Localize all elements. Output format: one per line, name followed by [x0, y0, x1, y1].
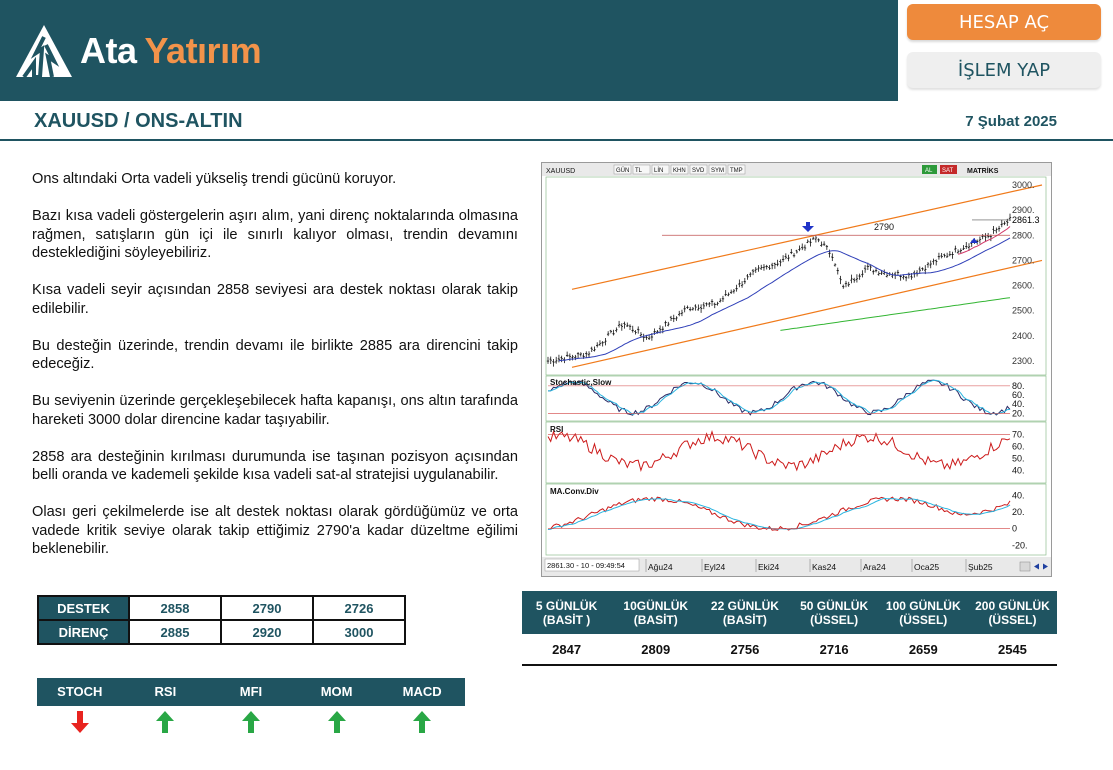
chart-canvas[interactable]	[542, 163, 1052, 577]
macd-axis-label: -20.	[1012, 540, 1028, 551]
price-axis-label: 3000.	[1012, 180, 1035, 190]
x-axis-label: Kas24	[812, 562, 837, 572]
rsi-signal	[123, 708, 209, 736]
stoch-signal	[37, 708, 123, 736]
stoch-panel	[546, 376, 1046, 421]
macd-axis-label: 0	[1012, 523, 1018, 534]
macd-axis-label: 20.	[1012, 507, 1025, 517]
rsi-title: RSI	[550, 425, 564, 434]
stoch-axis-label: 80.	[1012, 380, 1025, 391]
commentary-paragraph: Bu seviyenin üzerinde gerçekleşebilecek hafta kapanışı, ons altın tarafında hareketi 3000 dolar direncine kadar taşıyabilir.	[32, 393, 518, 428]
price-axis-label: 2500.	[1012, 305, 1035, 316]
macd-panel	[546, 484, 1046, 555]
resistance-level-2: 2920	[221, 620, 313, 644]
price-axis-label: 2400.	[1012, 330, 1035, 341]
brand-logo[interactable]	[14, 22, 261, 80]
x-axis-label: Şub25	[968, 562, 993, 572]
indicator-rsi: RSI	[154, 684, 177, 699]
toolbar-button-label: GÜN	[616, 168, 630, 174]
x-axis-label: Ara24	[863, 562, 886, 572]
page-title: XAUUSD / ONS-ALTIN	[34, 110, 243, 132]
analysis-commentary	[32, 170, 518, 577]
arrow-down-icon	[71, 711, 89, 733]
resistance-row	[38, 620, 405, 644]
brand-name-yatirim: Yatırım	[144, 30, 262, 71]
commentary-paragraph: Ons altındaki Orta vadeli yükseliş trendi gücünü koruyor.	[32, 171, 397, 187]
rsi-axis-label: 60.	[1012, 441, 1025, 452]
commentary-paragraph: Olası geri çekilmelerde ise alt destek noktası olarak gördüğümüz ve orta vadede kritik seviye olarak takip ettiğimiz 2790'a kadar düzeltme eğilimi beklenebilir.	[32, 504, 518, 557]
price-axis-label: 2600.	[1012, 280, 1035, 291]
price-axis-label: 2861.3	[1012, 214, 1040, 225]
macd-title: MA.Conv.Div	[550, 487, 599, 496]
support-level-3: 2726	[313, 596, 405, 620]
macd-signal	[379, 708, 465, 736]
toolbar-button-label: LİN	[654, 168, 664, 174]
price-chart[interactable]	[541, 162, 1052, 577]
indicator-stoch: STOCH	[57, 684, 103, 699]
al-label: AL	[925, 168, 933, 174]
rsi-axis-label: 70.	[1012, 429, 1025, 440]
report-date: 7 Şubat 2025	[965, 113, 1057, 130]
support-level-2: 2790	[221, 596, 313, 620]
ma-value-3: 2756	[730, 642, 760, 657]
x-axis-label: Eki24	[758, 562, 780, 572]
chart-status-text: 2861.30 - 10 - 09:49:54	[547, 561, 625, 570]
mountain-logo-icon	[14, 23, 74, 79]
brand-name-ata: Ata	[80, 30, 137, 71]
ma-header-row	[522, 591, 1057, 634]
indicator-macd: MACD	[402, 684, 442, 699]
price-axis-label: 2300.	[1012, 356, 1035, 366]
chart-symbol: XAUUSD	[546, 168, 576, 175]
ma-value-1: 2847	[552, 642, 582, 657]
price-axis-label: 2700.	[1012, 255, 1035, 266]
commentary-paragraph: Kısa vadeli seyir açısından 2858 seviyesi ara destek noktası olarak takip edilebilir.	[32, 282, 518, 317]
toolbar-button-label: TL	[635, 168, 643, 174]
x-axis-label: Eyl24	[704, 562, 726, 572]
commentary-paragraph: 2858 ara desteğinin kırılması durumunda ise taşınan pozisyon açısından belli oranda ve kademeli şekilde kısa vadeli sat-al stratejisi uygulanabilir.	[32, 448, 518, 483]
x-axis-label: Oca25	[914, 562, 940, 572]
stoch-axis-label: 60.	[1012, 390, 1025, 401]
ma-value-4: 2716	[819, 642, 849, 657]
ma-header-3: 22 GÜNLÜK (BASİT)	[710, 598, 779, 627]
rsi-axis-label: 50.	[1012, 453, 1025, 464]
ma-header-1: 5 GÜNLÜK (BASİT )	[535, 598, 598, 627]
resistance-level-3: 3000	[313, 620, 405, 644]
toolbar-button-label: SYM	[711, 168, 725, 174]
rsi-panel	[546, 422, 1046, 483]
ma-header-5: 100 GÜNLÜK (ÜSSEL)	[885, 598, 961, 627]
commentary-paragraph: Bazı kısa vadeli göstergelerin aşırı alım, yani direnç noktalarında olmasına rağmen, satışların gün içi ile sınırlı kalıyor olması, trendin devamını desteklediğini söyleyebiliriz.	[32, 208, 518, 261]
ma-value-6: 2545	[997, 642, 1027, 657]
indicator-signals	[37, 708, 465, 736]
resistance-label: DİRENÇ	[38, 620, 129, 644]
stoch-title: Stochastic,Slow	[550, 378, 612, 387]
arrow-up-icon	[328, 711, 346, 733]
resistance-level-1: 2885	[129, 620, 221, 644]
ma-header-2: 10GÜNLÜK (BASİT)	[623, 598, 689, 627]
indicator-mfi: MFI	[239, 684, 263, 699]
price-axis-label: 2800.	[1012, 230, 1035, 241]
matriks-label: MATRİKS	[967, 168, 999, 175]
indicator-mom: MOM	[320, 684, 353, 699]
mfi-signal	[208, 708, 294, 736]
toolbar-button-label: KHN	[673, 168, 686, 174]
rsi-axis-label: 40.	[1012, 465, 1025, 476]
sat-label: SAT	[942, 168, 954, 174]
macd-axis-label: 40.	[1012, 490, 1025, 501]
support-label: DESTEK	[38, 596, 129, 620]
arrow-up-icon	[156, 711, 174, 733]
indicator-header	[37, 678, 465, 706]
toolbar-button-label: SVD	[692, 168, 705, 174]
mom-signal	[294, 708, 380, 736]
arrow-up-icon	[413, 711, 431, 733]
stoch-axis-label: 20.	[1012, 408, 1025, 419]
title-bar	[0, 101, 1113, 141]
ma-value-5: 2659	[908, 642, 938, 657]
ma-header-6: 200 GÜNLÜK (ÜSSEL)	[975, 598, 1050, 627]
trade-button[interactable]: İŞLEM YAP	[907, 52, 1101, 88]
ma-header-4: 50 GÜNLÜK (ÜSSEL)	[800, 598, 869, 627]
commentary-paragraph: Bu desteğin üzerinde, trendin devamı ile birlikte 2885 ara direncini takip edeceğiz.	[32, 337, 518, 372]
price-axis-label: 2900.	[1012, 205, 1035, 216]
header-banner	[0, 0, 898, 101]
stoch-axis-label: 40.	[1012, 399, 1025, 410]
level-2790-label: 2790	[874, 221, 895, 232]
scroll-button	[1020, 562, 1030, 571]
ma-values-row	[522, 634, 1057, 666]
support-level-1: 2858	[129, 596, 221, 620]
toolbar-button-label: TMP	[730, 168, 743, 174]
ma-value-2: 2809	[641, 642, 671, 657]
moving-averages-table	[522, 591, 1057, 666]
arrow-up-icon	[242, 711, 260, 733]
x-axis-label: Ağu24	[648, 562, 673, 572]
support-resistance-table	[37, 595, 406, 645]
support-row	[38, 596, 405, 620]
open-account-button[interactable]: HESAP AÇ	[907, 4, 1101, 40]
